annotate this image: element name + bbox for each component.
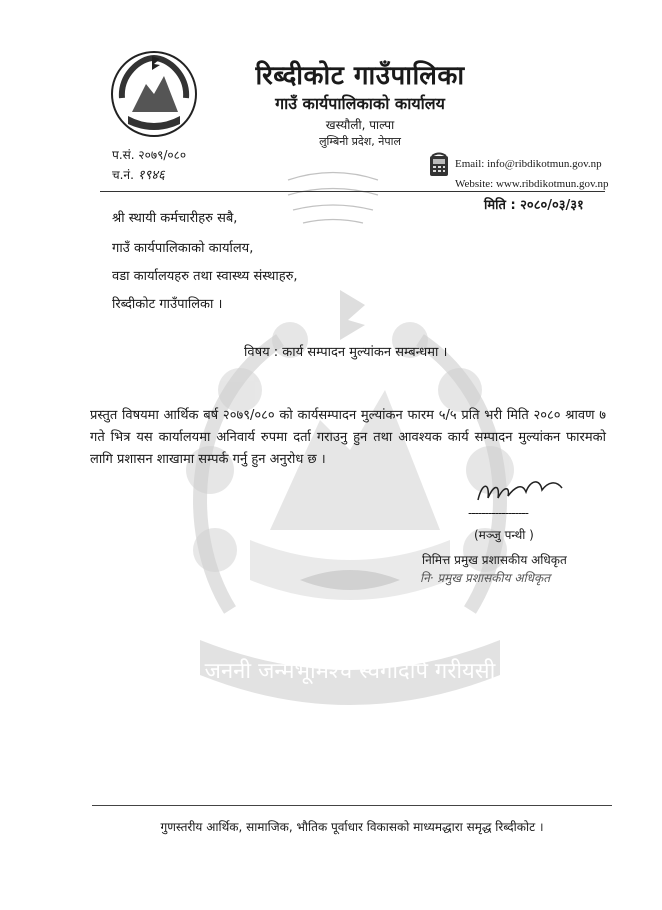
signer-designation: निमित्त प्रमुख प्रशासकीय अधिकृत (422, 553, 567, 567)
email-address: Email: info@ribdikotmun.gov.np (455, 158, 602, 170)
phone-icon (428, 152, 450, 178)
signer-name: (मञ्जु पन्थी ) (474, 528, 534, 542)
dispatch-number (112, 165, 165, 183)
designation-stamp: नि· प्रमुख प्रशासकीय अधिकृत (420, 571, 551, 585)
office-subtitle: गाउँ कार्यपालिकाको कार्यालय (275, 94, 445, 113)
motto-text: जननी जन्मभूमिश्च स्वर्गादपि गरीयसी (204, 659, 496, 684)
signature-line: ------------------ (468, 506, 528, 520)
website-address: Website: www.ribdikotmun.gov.np (455, 178, 609, 190)
address-line-1: खस्यौली, पाल्पा (325, 118, 395, 132)
dispatch-value: १९४६ (137, 168, 165, 183)
address-line-2: लुम्बिनी प्रदेश, नेपाल (319, 135, 401, 148)
footer-divider (92, 805, 612, 806)
recipient-line-4: रिब्दीकोट गाउँपालिका । (112, 297, 223, 312)
office-stamp (278, 160, 388, 230)
recipient-line-3: वडा कार्यालयहरु तथा स्वास्थ्य संस्थाहरु, (112, 269, 298, 284)
header-divider (100, 191, 605, 192)
reference-number: प.सं. २०७९/०८० (112, 148, 187, 162)
footer-slogan: गुणस्तरीय आर्थिक, सामाजिक, भौतिक पूर्वाधार विकासको माध्यमद्धारा समृद्ध रिब्दीकोट । (160, 820, 544, 834)
letter-subject: विषय : कार्य सम्पादन मुल्यांकन सम्बन्धमा । (244, 345, 448, 360)
letter-date: मिति : २०८०/०३/३१ (484, 198, 584, 213)
letter-body: प्रस्तुत विषयमा आर्थिक बर्ष २०७९/०८० को कार्यसम्पादन मुल्यांकन फारम ५/५ प्रति भरी मिति २०८० श्रावण ७ गते भित्र यस कार्यालयमा अनिवार्य रुपमा दर्ता गराउनु हुन तथा आवश्यक कार्य सम्पादन मुल्यांकन फारमको लागि प्रशासन शाखामा सम्पर्क गर्नु हुन अनुरोध छ । (90, 408, 606, 467)
recipient-line-1: श्री स्थायी कर्मचारीहरु सबै, (112, 211, 238, 226)
nepal-emblem-logo (110, 50, 198, 138)
dispatch-label: च.नं. (112, 168, 134, 182)
office-name: रिब्दीकोट गाउँपालिका (255, 61, 465, 91)
recipient-line-2: गाउँ कार्यपालिकाको कार्यालय, (112, 241, 254, 256)
